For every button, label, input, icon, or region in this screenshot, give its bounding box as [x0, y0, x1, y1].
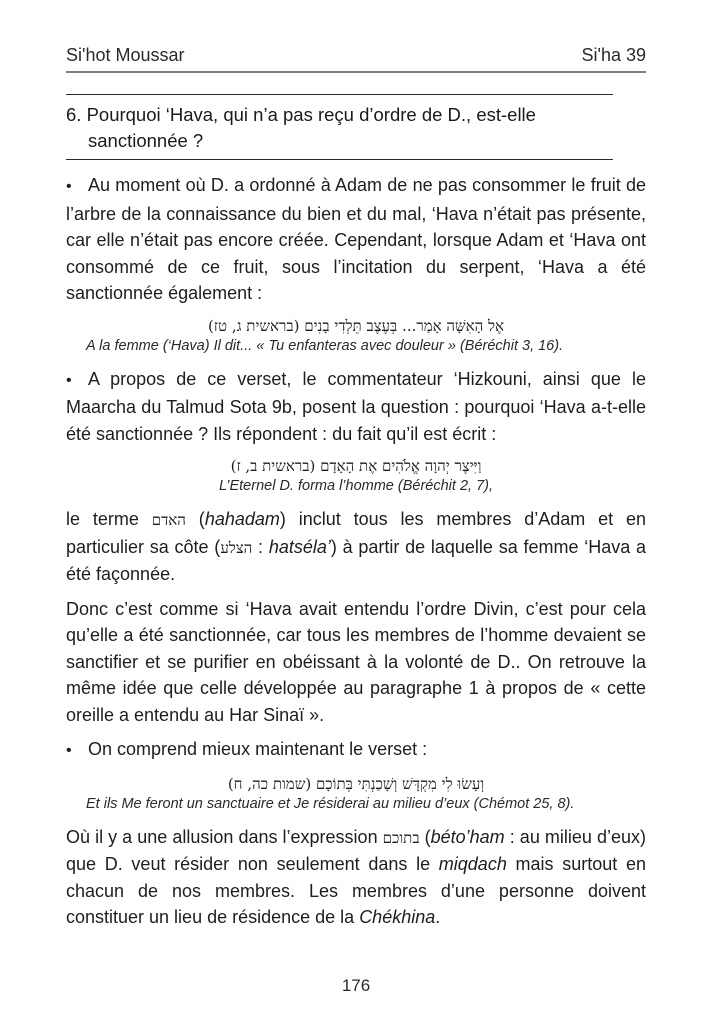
paragraph-2: • A propos de ce verset, le commentateur ‘Hizkouni, ainsi que le Maarcha du Talmud Sota 9b, posent la question : pourquoi ‘Hava a-t-elle été sanctionnée ? Ils répondent : du fait qu’il est écrit : [66, 368, 646, 444]
paragraph-3: le terme האדם (hahadam) inclut tous les membres d’Adam et en particulier sa côte (הצלע : hatséla’) à partir de laquelle sa femme ‘Hava a été façonnée. [66, 509, 646, 584]
paragraph-6: Où il y a une allusion dans l’expression בתוכם (béto’ham : au milieu d’eux) que D. veut résider non seulement dans le miqdach mais surtout en chacun de nos membres. Les membres d’une personne doivent constituer un lieu de résidence de la Chékhina. [66, 826, 646, 927]
transliteration: béto’ham [430, 826, 505, 847]
paragraph-1: • Au moment où D. a ordonné à Adam de ne pas consommer le fruit de l’arbre de la connaissance du bien et du mal, ‘Hava n’était pas présente, car elle n’était pas encore créée. Cependant, lorsque Adam et ‘Hava ont consommé de ce fruit, sous l’incitation du serpent, ‘Hava a été sanctionnée également : [66, 175, 646, 303]
hebrew-term: בתוכם [382, 828, 420, 847]
quote-block-2 [66, 455, 646, 496]
transliteration: hahadam [204, 509, 280, 529]
paragraph-5: • On comprend mieux maintenant le verset : [66, 736, 646, 765]
paragraph-4: Donc c’est comme si ‘Hava avait entendu l’ordre Divin, c’est pour cela qu’elle a été sanctionnée, car tous les membres de l’homme devaient se sanctifier et se purifier en obéissant à la volonté de D.. On retrouve la même idée que celle développée au paragraphe 1 à propos de « cette oreille a entendu au Har Sinaï ». [66, 598, 646, 725]
hebrew-verse-1: אֶל הָאִשָּׁה אָמַר... בְּעֶצֶב תֵּלְדִי בָנִים (בראשית ג, טז) [207, 316, 505, 335]
hebrew-term: הצלע [220, 538, 253, 557]
hebrew-term: האדם [151, 511, 186, 529]
verse-translation-3: Et ils Me feront un sanctuaire et Je résiderai au milieu d’eux (Chémot 25, 8). [86, 795, 575, 812]
transliteration: hatséla’ [268, 536, 331, 557]
italic-term: miqdach [438, 854, 507, 874]
bullet-icon: • [66, 178, 72, 195]
quote-block-1 [66, 315, 646, 356]
page-body [66, 172, 646, 939]
verse-translation-2: L’Eternel D. forma l’homme (Béréchit 2, 7), [219, 478, 493, 494]
chapter-label: Si'ha 39 [581, 45, 646, 65]
quote-block-3 [66, 773, 646, 814]
bullet-icon: • [66, 742, 72, 759]
hebrew-verse-2: וַיִּיצֶר יְהוָה אֱלֹהִים אֶת הָאָדָם (בראשית ב, ז) [230, 457, 482, 475]
verse-translation-1: A la femme (‘Hava) Il dit... « Tu enfanteras avec douleur » (Béréchit 3, 16). [86, 337, 564, 354]
italic-term: Chékhina [359, 907, 436, 927]
hebrew-verse-3: וְעָשׂוּ לִי מִקְדָּשׁ וְשָׁכַנְתִּי בְּתוֹכָם (שמות כה, ח) [227, 774, 485, 793]
book-title: Si'hot Moussar [66, 45, 185, 65]
section-title: 6. Pourquoi ‘Hava, qui n’a pas reçu d’ordre de D., est-elle sanctionnée ? [66, 94, 613, 160]
running-header [66, 44, 646, 73]
bullet-icon: • [66, 371, 72, 389]
page-number: 176 [341, 976, 371, 995]
